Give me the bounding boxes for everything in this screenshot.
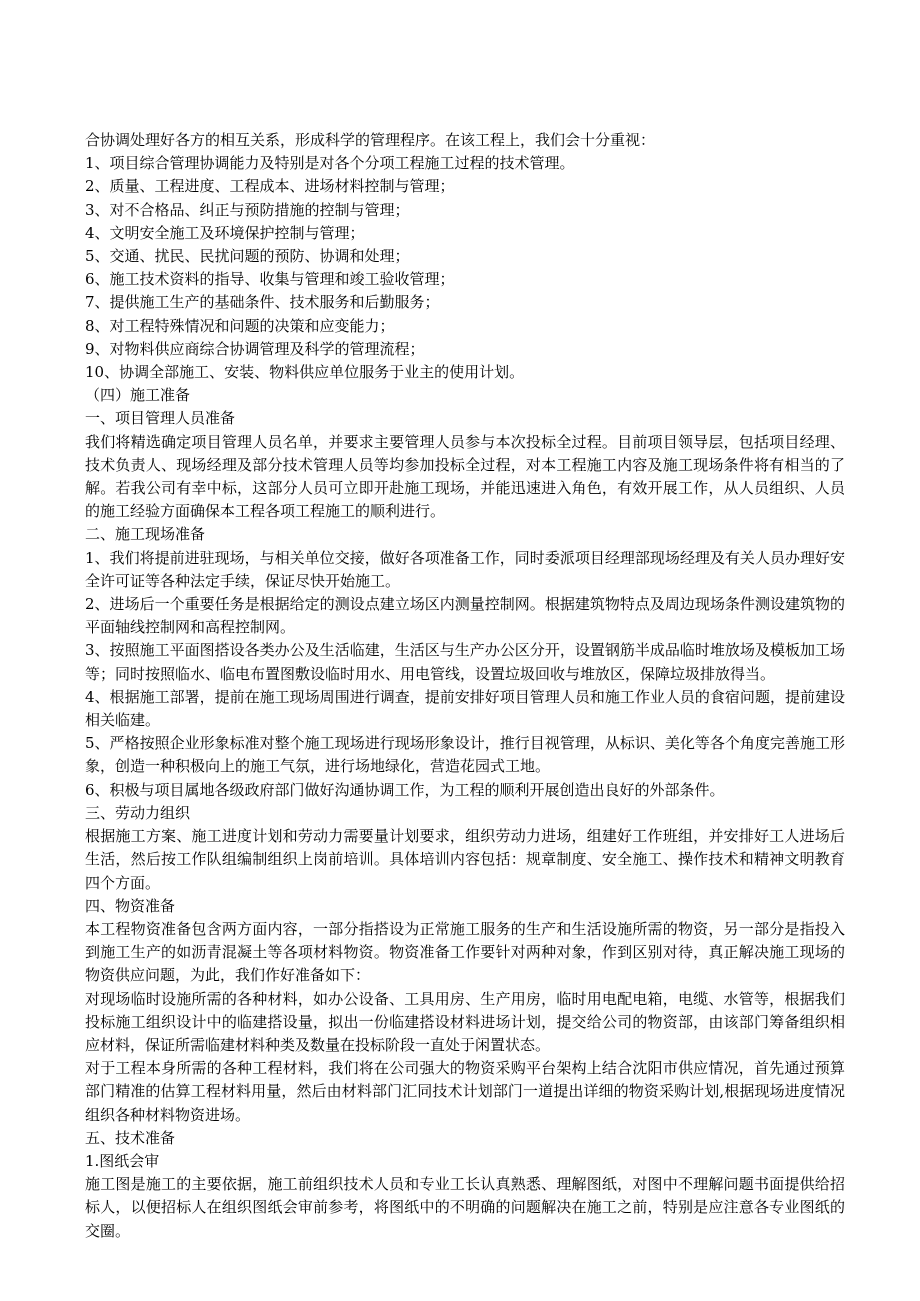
subsection-heading: 四、物资准备: [85, 896, 176, 915]
list-item: 3、对不合格品、纠正与预防措施的控制与管理；: [85, 200, 410, 219]
paragraph: 本工程物资准备包含两方面内容，一部分指搭设为正常施工服务的生产和生活设施所需的物资，另一部分是指投入到施工生产的如沥青混凝土等各项材料物资。物资准备工作要针对两种对象，作到区别对待，真正解决施工现场的物资供应问题，为此，我们作好准备如下：: [85, 919, 845, 985]
subsection-heading: 一、项目管理人员准备: [85, 409, 236, 428]
list-item: 5、交通、扰民、民扰问题的预防、协调和处理；: [85, 247, 410, 266]
subsection-heading: 五、技术准备: [85, 1128, 176, 1147]
list-item: 2、质量、工程进度、工程成本、进场材料控制与管理；: [85, 177, 455, 196]
subsection-heading: 二、施工现场准备: [85, 525, 206, 544]
subsection-heading: 三、劳动力组织: [85, 803, 191, 822]
list-item: 4、文明安全施工及环境保护控制与管理；: [85, 223, 365, 242]
paragraph: 对现场临时设施所需的各种材料，如办公设备、工具用房、生产用房，临时用电配电箱，电缆、水管等，根据我们投标施工组织设计中的临建搭设量，拟出一份临建搭设材料进场计划，提交给公司的物资部，由该部门筹备组织相应材料，保证所需临建材料种类及数量在投标阶段一直处于闲置状态。: [85, 989, 845, 1054]
section-heading: （四）施工准备: [85, 386, 191, 405]
list-item: 10、协调全部施工、安装、物料供应单位服务于业主的使用计划。: [85, 363, 525, 382]
list-item: 7、提供施工生产的基础条件、技术服务和后勤服务；: [85, 293, 440, 312]
paragraph: 根据施工方案、施工进度计划和劳动力需要量计划要求，组织劳动力进场，组建好工作班组，并安排好工人进场后生活，然后按工作队组编制组织上岗前培训。具体培训内容包括：规章制度、安全施工、操作技术和精神文明教育四个方面。: [85, 827, 845, 892]
paragraph: 6、积极与项目属地各级政府部门做好沟通协调工作，为工程的顺利开展创造出良好的外部条件。: [85, 780, 725, 799]
paragraph: 我们将精选确定项目管理人员名单，并要求主要管理人员参与本次投标全过程。目前项目领导层，包括项目经理、技术负责人、现场经理及部分技术管理人员等均参加投标全过程，对本工程施工内容及施工现场条件将有相当的了解。若我公司有幸中标，这部分人员可立即开赴施工现场，并能迅速进入角色，有效开展工作，从人员组织、人员的施工经验方面确保本工程各项工程施工的顺利进行。: [85, 432, 845, 521]
paragraph: 对于工程本身所需的各种工程材料，我们将在公司强大的物资采购平台架构上结合沈阳市供应情况，首先通过预算部门精准的估算工程材料用量，然后由材料部门汇同技术计划部门一道提出详细的物资采购计划,根据现场进度情况组织各种材料物资进场。: [85, 1059, 845, 1124]
list-item: 1、项目综合管理协调能力及特别是对各个分项工程施工过程的技术管理。: [85, 154, 575, 173]
list-item: 8、对工程特殊情况和问题的决策和应变能力；: [85, 316, 395, 335]
paragraph: 1、我们将提前进驻现场，与相关单位交接，做好各项准备工作，同时委派项目经理部现场经理及有关人员办理好安全许可证等各种法定手续，保证尽快开始施工。: [85, 548, 845, 590]
document-body: [85, 129, 845, 1243]
intro-line: 合协调处理好各方的相互关系，形成科学的管理程序。在该工程上，我们会十分重视：: [85, 131, 656, 149]
list-item: 6、施工技术资料的指导、收集与管理和竣工验收管理；: [85, 270, 455, 289]
paragraph: 4、根据施工部署，提前在施工现场周围进行调查，提前安排好项目管理人员和施工作业人员的食宿问题，提前建设相关临建。: [85, 687, 845, 730]
list-item: 9、对物料供应商综合协调管理及科学的管理流程；: [85, 339, 425, 358]
paragraph: 5、严格按照企业形象标准对整个施工现场进行现场形象设计，推行目视管理，从标识、美化等各个角度完善施工形象，创造一种积极向上的施工气氛，进行场地绿化，营造花园式工地。: [85, 734, 845, 776]
paragraph: 2、进场后一个重要任务是根据给定的测设点建立场区内测量控制网。根据建筑物特点及周边现场条件测设建筑物的平面轴线控制网和高程控制网。: [85, 595, 845, 637]
paragraph: 3、按照施工平面图搭设各类办公及生活临建，生活区与生产办公区分开，设置钢筋半成品临时堆放场及模板加工场等；同时按照临水、临电布置图敷设临时用水、用电管线，设置垃圾回收与堆放区，保障垃圾排放得当。: [85, 641, 845, 683]
paragraph: 施工图是施工的主要依据，施工前组织技术人员和专业工长认真熟悉、理解图纸，对图中不理解问题书面提供给招标人，以便招标人在组织图纸会审前参考，将图纸中的不明确的问题解决在施工之前，特别是应注意各专业图纸的交圈。: [85, 1175, 845, 1240]
sub-item-heading: 1.图纸会审: [85, 1151, 160, 1170]
